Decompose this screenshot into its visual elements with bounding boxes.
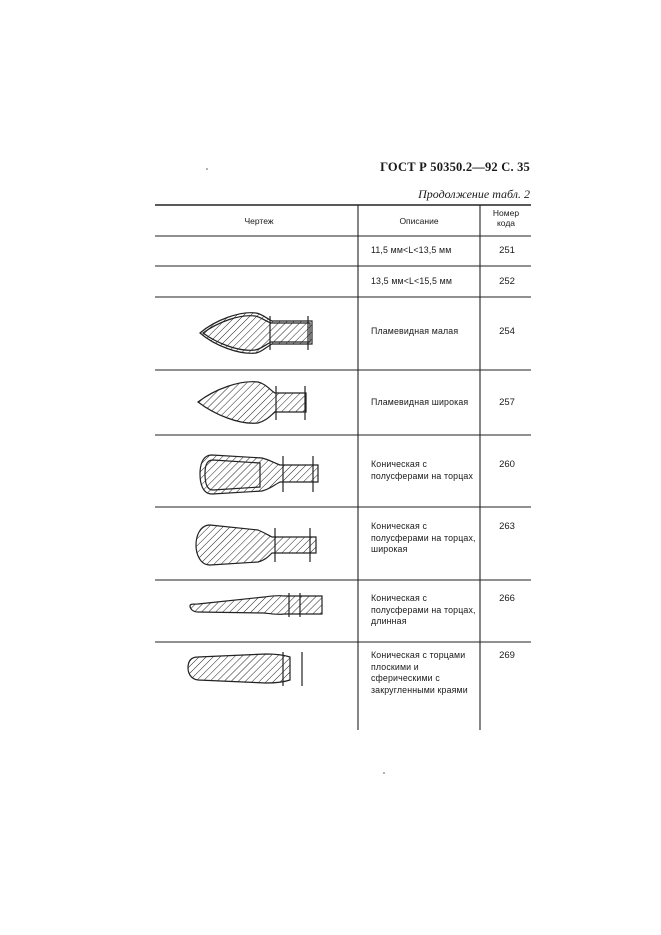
column-header-description: Описание: [399, 216, 439, 226]
row-code: 254: [499, 326, 515, 337]
row-description: Коническая с полусферами на торцах, длинная: [371, 593, 476, 626]
drawing-257-flame-wide: [198, 382, 306, 424]
page-speck: [383, 772, 385, 774]
row-description: 13,5 мм<L<15,5 мм: [371, 276, 453, 286]
drawing-269-conical-flat-spherical: [188, 652, 302, 686]
page-header: ГОСТ Р 50350.2—92 С. 35: [380, 160, 530, 174]
row-description: 11,5 мм<L<13,5 мм: [371, 245, 452, 255]
row-code: 251: [499, 245, 515, 256]
drawing-254-flame-small: [200, 313, 312, 354]
column-header-drawing: Чертеж: [244, 216, 274, 226]
row-description: Коническая с полусферами на торцах, широкая: [371, 521, 476, 554]
row-description: Коническая с полусферами на торцах: [371, 459, 474, 481]
row-description: Пламевидная широкая: [371, 397, 469, 407]
row-code: 257: [499, 397, 515, 408]
drawing-260-conical-hemispherical: [200, 455, 318, 494]
drawing-263-conical-hemispherical-wide: [196, 525, 316, 565]
row-description: Пламевидная малая: [371, 326, 459, 336]
page-speck: [206, 168, 208, 170]
column-header-code: Номер кода: [492, 208, 520, 228]
row-code: 252: [499, 276, 515, 287]
row-code: 260: [499, 459, 515, 470]
row-code: 263: [499, 521, 515, 532]
continuation-label: Продолжение табл. 2: [418, 187, 530, 201]
row-code: 266: [499, 593, 515, 604]
row-code: 269: [499, 650, 515, 661]
row-description: Коническая с торцами плоскими и сферическими с закругленными краями: [371, 650, 468, 695]
drawing-266-conical-hemispherical-long: [190, 593, 322, 617]
